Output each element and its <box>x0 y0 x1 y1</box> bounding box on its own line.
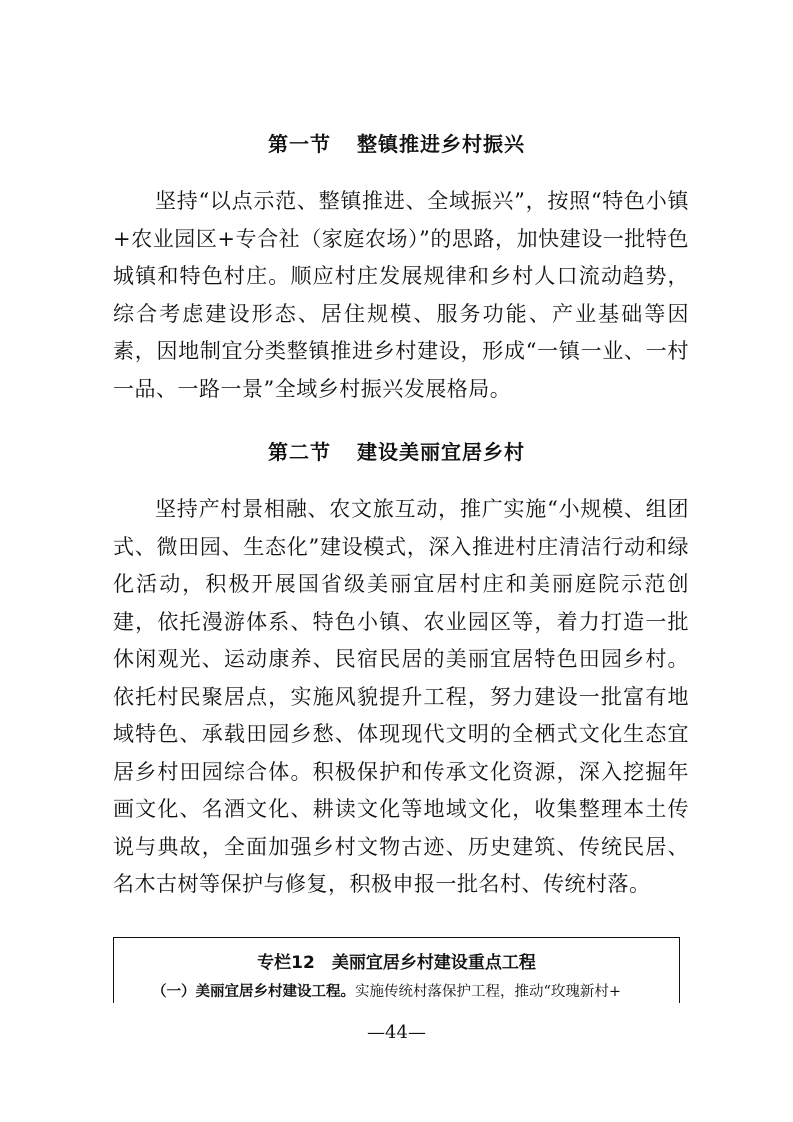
feature-box <box>113 937 680 1003</box>
section-number: 第二节 <box>268 440 331 464</box>
feature-box-item-text: 实施传统村落保护工程，推动“玫瑰新村+ <box>355 984 622 1000</box>
section-number: 第一节 <box>268 132 331 156</box>
section-1-paragraph: 坚持“以点示范、整镇推进、全域振兴”，按照“特色小镇+农业园区+专合社（家庭农场）”的思路，加快建设一批特色城镇和特色村庄。顺应村庄发展规律和乡村人口流动趋势，综合考虑建设形态、居住规模、服务功能、产业基础等因素，因地制宜分类整镇推进乡村建设，形成“一镇一业、一村一品、一路一景”全域乡村振兴发展格局。 <box>113 189 689 401</box>
section-heading-2 <box>0 436 793 465</box>
feature-box-title: 专栏12 美丽宜居乡村建设重点工程 <box>257 953 536 973</box>
section-heading-1 <box>0 128 793 157</box>
feature-box-item <box>152 980 680 1001</box>
section-title: 整镇推进乡村振兴 <box>357 132 525 156</box>
section-title: 建设美丽宜居乡村 <box>357 440 525 464</box>
feature-box-item-lead: （一）美丽宜居乡村建设工程。 <box>152 984 355 1000</box>
section-2-paragraph: 坚持产村景相融、农文旅互动，推广实施“小规模、组团式、微田园、生态化”建设模式，深入推进村庄清洁行动和绿化活动，积极开展国省级美丽宜居村庄和美丽庭院示范创建，依托漫游体系、特色小镇、农业园区等，着力打造一批休闲观光、运动康养、民宿民居的美丽宜居特色田园乡村。依托村民聚居点，实施风貌提升工程，努力建设一批富有地域特色、承载田园乡愁、体现现代文明的全栖式文化生态宜居乡村田园综合体。积极保护和传承文化资源，深入挖掘年画文化、名酒文化、耕读文化等地域文化，收集整理本土传说与典故，全面加强乡村文物古迹、历史建筑、传统民居、名木古树等保护与修复，积极申报一批名村、传统村落。 <box>113 497 689 896</box>
page-number: —44— <box>367 1022 426 1043</box>
